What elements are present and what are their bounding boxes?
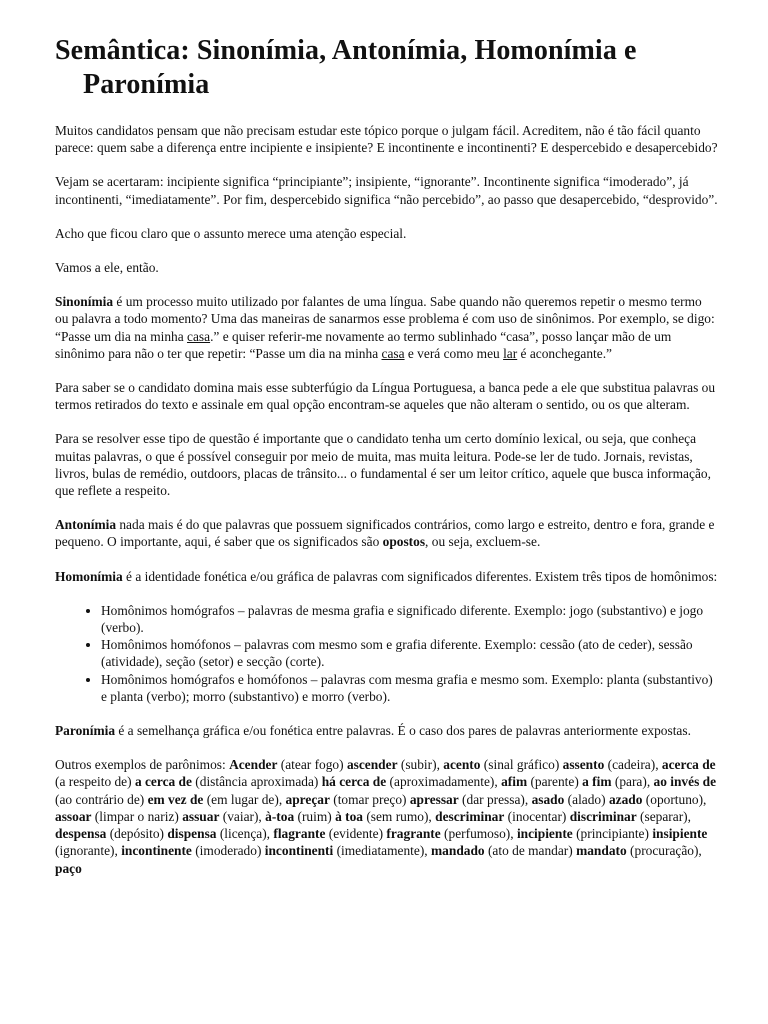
paronimia-paragraph — [55, 722, 718, 739]
paronimo-word: ascender — [346, 757, 398, 773]
paronimo-meaning: (imediatamente), — [333, 843, 432, 859]
paronimo-meaning: (limpar o nariz) — [91, 808, 183, 824]
paronimo-word: flagrante — [273, 826, 326, 842]
page-title — [55, 34, 718, 102]
paronimo-word: azado — [608, 791, 643, 807]
paronimo-word: incipiente — [516, 826, 573, 842]
paronimo-word: a fim — [582, 774, 612, 790]
title-line-1: Semântica: Sinonímia, Antonímia, Homonímia e — [55, 35, 637, 66]
paronimo-meaning: (separar), — [636, 808, 691, 824]
paronimo-word: incontinenti — [264, 843, 334, 859]
intro-paragraph-3: Acho que ficou claro que o assunto merece uma atenção especial. — [55, 225, 407, 241]
intro-paragraph-2: Vejam se acertaram: incipiente significa “principiante”; insipiente, “ignorante”. Incontinente significa “imoderado”, já incontinenti, “imediatamente”. Por fim, despercebido significa “não percebido”, ao passo que desapercebido, “desprovido”. — [55, 174, 718, 207]
paronimo-word: apressar — [409, 791, 459, 807]
paronimo-word: a cerca de — [134, 774, 192, 790]
paronimo-meaning: (em lugar de), — [203, 791, 286, 807]
homonimia-paragraph — [55, 568, 718, 585]
underlined-casa-2: casa — [381, 345, 405, 361]
paronimo-word: afim — [501, 774, 528, 790]
paronimos-examples-paragraph — [55, 756, 718, 876]
paronimo-word: asado — [531, 791, 565, 807]
paronimo-meaning: (sem rumo), — [362, 808, 436, 824]
paronimia-term: Paronímia — [55, 723, 116, 739]
paronimo-meaning: (inocentar) — [504, 808, 570, 824]
homonimia-term: Homonímia — [55, 568, 123, 584]
list-item: • Homônimos homógrafos – palavras de mesma grafia e significado diferente. Exemplo: jogo (substantivo) e jogo (verbo). — [101, 602, 718, 636]
paronimo-word: mandado — [431, 843, 485, 859]
paronimo-word: ao invés de — [653, 774, 717, 790]
antonimia-text-b: , ou seja, excluem-se. — [425, 534, 541, 550]
paronimo-meaning: (subir), — [397, 757, 444, 773]
paronimo-word: assoar — [55, 808, 92, 824]
sinonimia-text-a: é um processo muito utilizado por falantes de uma língua. Sabe quando não queremos repetir o mesmo termo ou palavra a todo momento? Uma das maneiras de sanarmos esse problema é com uso de sinônimos. Por exemplo, se digo: “Passe um dia na minha — [55, 294, 715, 344]
opostos-term: opostos — [382, 534, 426, 550]
paronimo-word: discriminar — [569, 808, 637, 824]
paronimo-word: à-toa — [265, 808, 295, 824]
paronimo-word: descriminar — [435, 808, 505, 824]
intro-paragraph-4: Vamos a ele, então. — [55, 260, 159, 276]
paronimo-meaning: (perfumoso), — [440, 826, 517, 842]
paronimo-meaning: (tomar preço) — [329, 791, 410, 807]
paronimo-meaning: (oportuno), — [642, 791, 707, 807]
homonimia-text: é a identidade fonética e/ou gráfica de palavras com significados diferentes. Existem três tipos de homônimos: — [122, 568, 718, 584]
paronimo-meaning: (ruim) — [294, 808, 336, 824]
paronimia-text: é a semelhança gráfica e/ou fonética entre palavras. É o caso dos pares de palavras anteriormente expostas. — [115, 723, 691, 739]
antonimia-term: Antonímia — [55, 517, 117, 533]
paronimo-meaning: (principiante) — [572, 826, 653, 842]
homonimos-list — [55, 602, 718, 705]
sinonimia-text-d: é aconchegante.” — [517, 345, 612, 361]
paronimo-meaning: (evidente) — [325, 826, 387, 842]
paronimo-word: paço — [55, 860, 82, 876]
paronimo-word: acento — [443, 757, 481, 773]
list-item: • Homônimos homófonos – palavras com mesmo som e grafia diferente. Exemplo: cessão (ato de ceder), sessão (atividade), seção (setor) e secção (corte). — [101, 636, 718, 670]
paronimo-meaning: (parente) — [527, 774, 583, 790]
antonimia-paragraph — [55, 516, 718, 550]
paronimo-word: despensa — [55, 826, 107, 842]
sinonimia-paragraph-3: Para se resolver esse tipo de questão é importante que o candidato tenha um certo domínio lexical, ou seja, que conheça muitas palavras, o que é possível conseguir por meio de muita, mas muita leitura. Pode-se ler de tudo. Jornais, revistas, livros, bulas de remédio, outdoors, placas de trânsito... o fundamental é ser um leitor crítico, aquele que busca informação, que reflete a respeito. — [55, 431, 711, 499]
paronimo-word: insipiente — [652, 826, 708, 842]
paronimo-meaning: (ato de mandar) — [484, 843, 577, 859]
paronimo-meaning: (cadeira), — [604, 757, 662, 773]
sinonimia-text-b: .” e quiser referir-me novamente ao termo sublinhado “casa”, posso lançar mão de um sinônimo para não o ter que repetir: “Passe um dia na minha — [55, 328, 672, 361]
paronimo-meaning: (alado) — [564, 791, 609, 807]
underlined-casa-1: casa — [187, 328, 211, 344]
paronimo-meaning: (imoderado) — [191, 843, 265, 859]
paronimo-word: Acender — [229, 757, 278, 773]
paronimo-meaning: (ao contrário de) — [55, 791, 148, 807]
paronimo-meaning: (vaiar), — [219, 808, 266, 824]
underlined-lar: lar — [503, 345, 518, 361]
paronimo-word: incontinente — [121, 843, 192, 859]
paronimo-word: assuar — [182, 808, 220, 824]
paronimo-meaning: (aproximadamente), — [386, 774, 502, 790]
paronimo-word: assento — [562, 757, 605, 773]
paronimos-intro: Outros exemplos de parônimos: — [55, 757, 230, 773]
sinonimia-paragraph — [55, 293, 718, 362]
paronimo-meaning: (para), — [611, 774, 654, 790]
paronimo-word: dispensa — [167, 826, 217, 842]
paronimo-meaning: (dar pressa), — [458, 791, 532, 807]
paronimo-word: há cerca de — [321, 774, 387, 790]
paronimo-meaning: (ignorante), — [55, 843, 122, 859]
paronimo-meaning: (distância aproximada) — [191, 774, 322, 790]
sinonimia-text-c: e verá como meu — [404, 345, 504, 361]
antonimia-text-a: nada mais é do que palavras que possuem significados contrários, como largo e estreito, dentro e fora, grande e pequeno. O importante, aqui, é saber que os significados são — [55, 517, 715, 550]
paronimo-word: acerca de — [661, 757, 716, 773]
paronimo-meaning: (a respeito de) — [55, 774, 135, 790]
paronimo-meaning: (depósito) — [106, 826, 168, 842]
sinonimia-term: Sinonímia — [55, 294, 114, 310]
paronimo-word: apreçar — [285, 791, 330, 807]
paronimo-meaning: (sinal gráfico) — [480, 757, 563, 773]
paronimo-word: à toa — [335, 808, 363, 824]
paronimo-word: em vez de — [147, 791, 204, 807]
paronimo-meaning: (atear fogo) — [277, 757, 347, 773]
paronimo-word: fragrante — [386, 826, 441, 842]
paronimo-word: mandato — [576, 843, 627, 859]
paronimo-meaning: (licença), — [216, 826, 274, 842]
list-item: • Homônimos homógrafos e homófonos – palavras com mesma grafia e mesmo som. Exemplo: planta (substantivo) e planta (verbo); morro (substantivo) e morro (verbo). — [101, 671, 718, 705]
paronimo-meaning: (procuração), — [626, 843, 702, 859]
sinonimia-paragraph-2: Para saber se o candidato domina mais esse subterfúgio da Língua Portuguesa, a banca pede a ele que substitua palavras ou termos retirados do texto e assinale em qual opção encontram-se aqueles que não alteram o sentido, ou os que alteram. — [55, 380, 716, 413]
intro-paragraph-1: Muitos candidatos pensam que não precisam estudar este tópico porque o julgam fácil. Acreditem, não é tão fácil quanto parece: quem sabe a diferença entre incipiente e insipiente? E incontinente e incontinenti? E despercebido e desapercebido? — [55, 123, 718, 156]
title-line-2: Paronímia — [83, 69, 210, 100]
